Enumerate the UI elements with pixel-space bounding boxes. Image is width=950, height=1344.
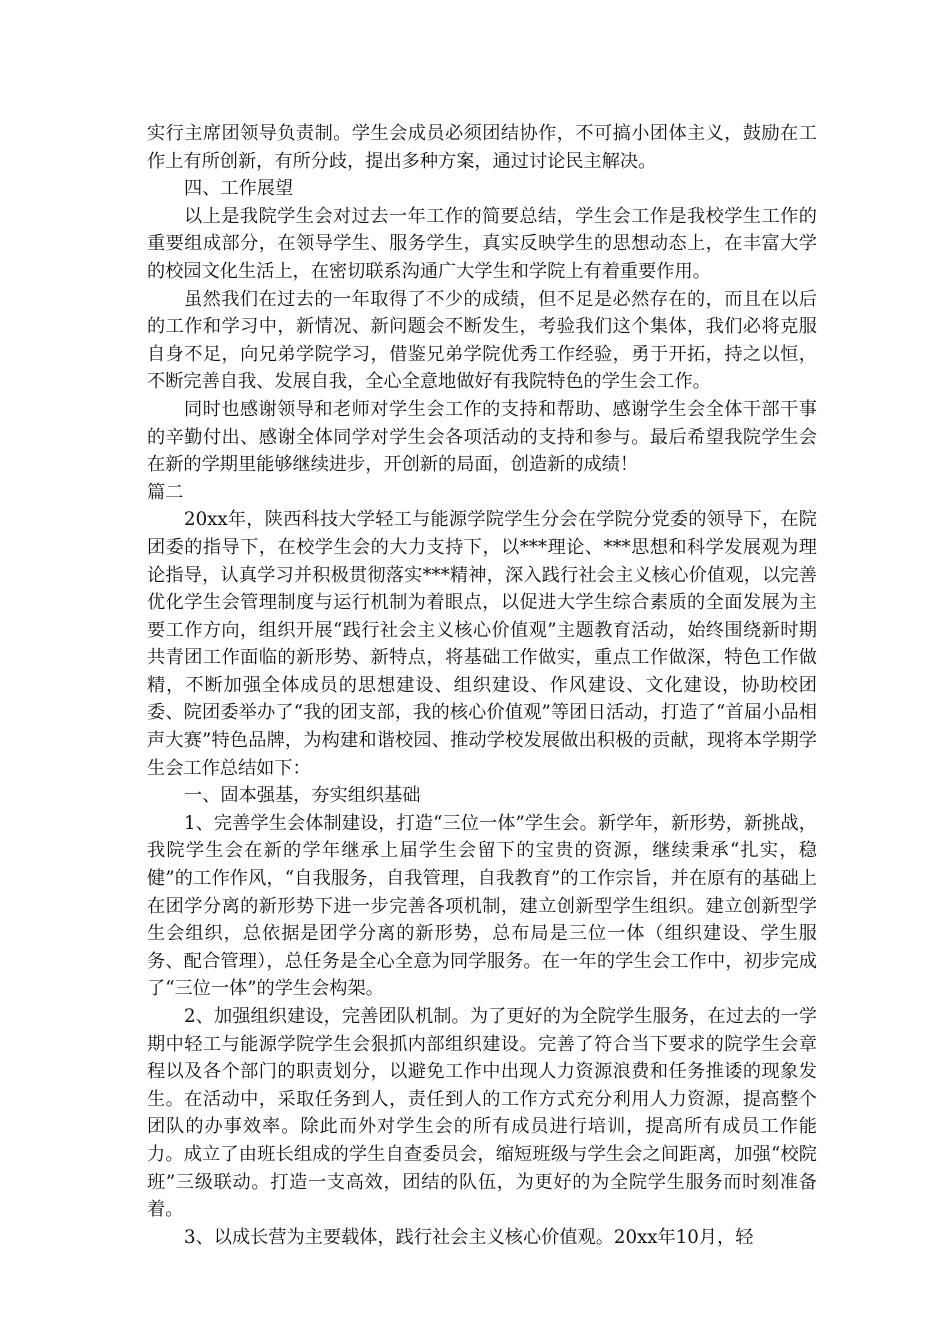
paragraph-10: 2、加强组织建设，完善团队机制。为了更好的为全院学生服务，在过去的一学期中轻工与能源学院学生会狠抓内部组织建设。完善了符合当下要求的院学生会章程以及各个部门的职责划分，以避免工作中出现人力资源浪费和任务推诿的现象发生。在活动中，采取任务到人，责任到人的工作方式充分利用人力资源，提高整个团队的办事效率。除此而外对学生会的所有成员进行培训，提高所有成员工作能力。成立了由班长组成的学生自查委员会，缩短班级与学生会之间距离，加强“校院班”三级联动。打造一支高效，团结的队伍，为更好的为全院学生服务而时刻准备着。 — [147, 1006, 817, 1221]
paragraph-7: 20xx年，陕西科技大学轻工与能源学院学生分会在学院分党委的领导下，在院团委的指导下，在校学生会的大力支持下，以***理论、***思想和科学发展观为理论指导，认真学习并积极贯彻落实***精神，深入践行社会主义核心价值观，以完善优化学生会管理制度与运行机制为着眼点，以促进大学生综合素质的全面发展为主要工作方向，组织开展“践行社会主义核心价值观”主题教育活动，始终围绕新时期共青团工作面临的新形势、新特点，将基础工作做实，重点工作做深，特色工作做精，不断加强全体成员的思想建设、组织建设、作风建设、文化建设，协助校团委、院团委举办了“我的团支部，我的核心价值观”等团日活动，打造了“首届小品相声大赛”特色品牌，为构建和谐校园、推动学校发展做出积极的贡献，现将本学期学生会工作总结如下： — [147, 509, 817, 779]
paragraph-5: 同时也感谢领导和老师对学生会工作的支持和帮助、感谢学生会全体干部干事的辛勤付出、感谢全体同学对学生会各项活动的支持和参与。最后希望我院学生会在新的学期里能够继续进步，开创新的局面，创造新的成绩！ — [147, 398, 817, 476]
paragraph-3: 以上是我院学生会对过去一年工作的简要总结，学生会工作是我校学生工作的重要组成部分，在领导学生、服务学生，真实反映学生的思想动态上，在丰富大学的校园文化生活上，在密切联系沟通广大学生和学院上有着重要作用。 — [147, 205, 817, 282]
paragraph-9: 1、完善学生会体制建设，打造“三位一体”学生会。新学年，新形势，新挑战，我院学生会在新的学年继承上届学生会留下的宝贵的资源，继续秉承“扎实，稳健”的工作作风，“自我服务，自我管理，自我教育”的工作宗旨，并在原有的基础上在团学分离的新形势下进一步完善各项机制，建立创新型学生组织。建立创新型学生会组织，总依据是团学分离的新形势，总布局是三位一体（组织建设、学生服务、配合管理），总任务是全心全意为同学服务。在一年的学生会工作中，初步完成了“三位一体”的学生会构架。 — [147, 812, 817, 1000]
section-label-part-two: 篇二 — [147, 481, 184, 503]
paragraph-11: 3、以成长营为主要载体，践行社会主义核心价值观。20xx年10月，轻 — [184, 1226, 754, 1248]
section-heading-work-outlook: 四、工作展望 — [184, 178, 294, 200]
section-heading-organization: 一、固本强基，夯实组织基础 — [184, 785, 421, 807]
paragraph-4: 虽然我们在过去的一年取得了不少的成绩，但不足是必然存在的，而且在以后的工作和学习中，新情况、新问题会不断发生，考验我们这个集体，我们必将克服自身不足，向兄弟学院学习，借鉴兄弟学院优秀工作经验，勇于开拓，持之以恒，不断完善自我、发展自我，全心全意地做好有我院特色的学生会工作。 — [147, 288, 817, 393]
paragraph-1: 实行主席团领导负责制。学生会成员必须团结协作，不可搞小团体主义，鼓励在工作上有所创新，有所分歧，提出多种方案，通过讨论民主解决。 — [147, 123, 817, 172]
document-body — [147, 120, 817, 1251]
